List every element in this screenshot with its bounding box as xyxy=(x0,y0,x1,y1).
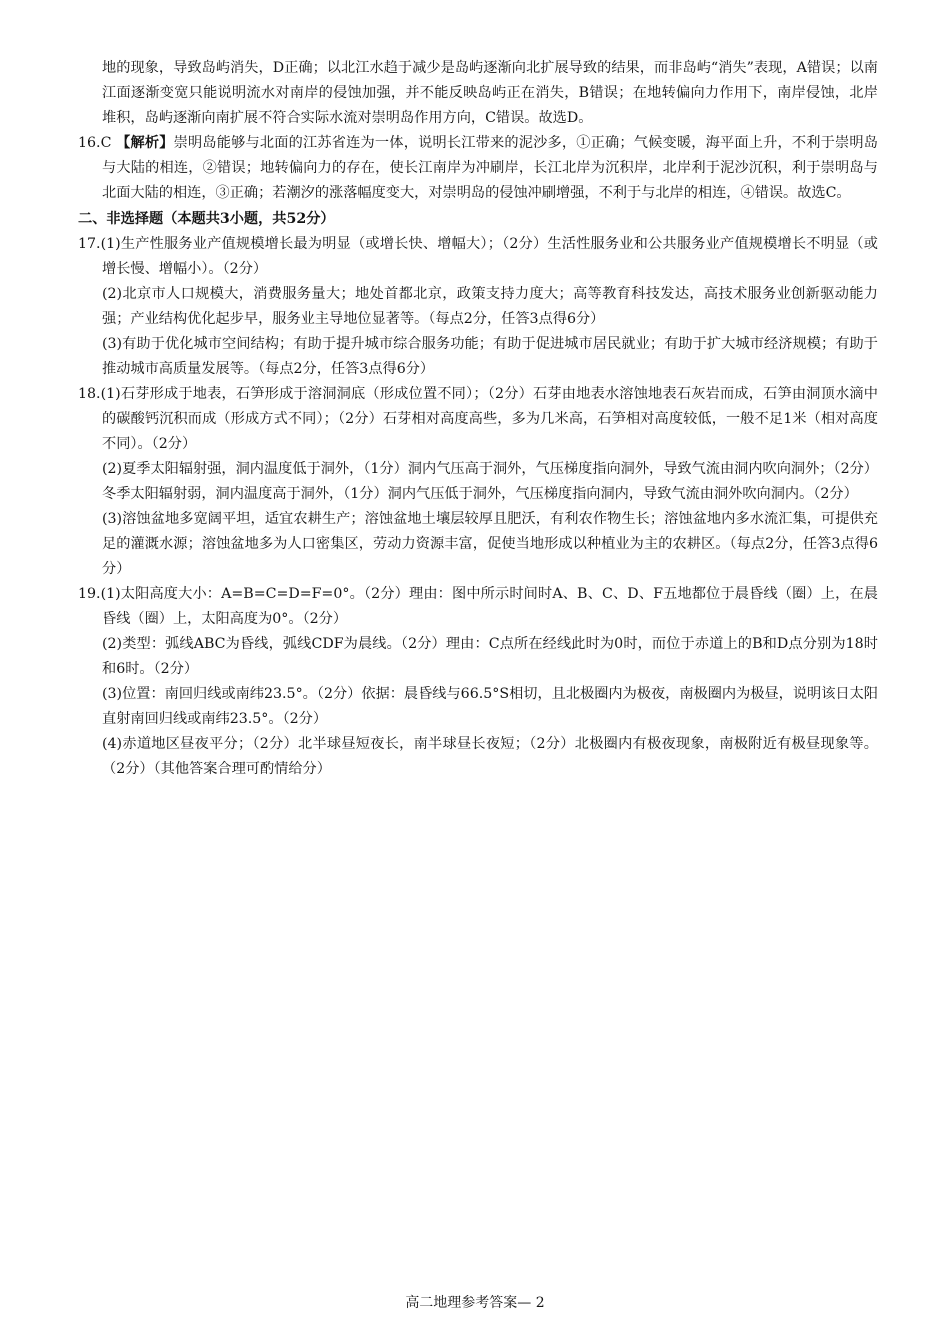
q17-part1: 17.(1)生产性服务业产值规模增长最为明显（或增长快、增幅大）；（2分）生活性服务业和公共服务业产值规模增长不明显（或增长慢、增幅小）。（2分） xyxy=(78,236,878,277)
q17-part3: (3)有助于优化城市空间结构；有助于提升城市综合服务功能；有助于促进城市居民就业；有助于扩大城市经济规模；有助于推动城市高质量发展等。（每点2分，任答3点得6分） xyxy=(102,336,878,377)
q16-text: 崇明岛能够与北面的江苏省连为一体，说明长江带来的泥沙多，①正确；气候变暖，海平面上升，不利于崇明岛与大陆的相连，②错误；地转偏向力的存在，使长江南岸为冲刷岸，长江北岸为沉积岸，北岸利于泥沙沉积，利于崇明岛与北面大陆的相连，③正确；若潮汐的涨落幅度变大，对崇明岛的侵蚀冲刷增强，不利于与北岸的相连，④错误。故选C。 xyxy=(102,135,878,201)
answer-content xyxy=(78,56,878,782)
q16-answer xyxy=(78,131,878,206)
q15-continuation: 地的现象，导致岛屿消失，D正确；以北江水趋于减少是岛屿逐渐向北扩展导致的结果，而非岛屿“消失”表现，A错误；以南江面逐渐变宽只能说明流水对南岸的侵蚀加强，并不能反映岛屿正在消失，B错误；在地转偏向力作用下，南岸侵蚀，北岸堆积，岛屿逐渐向南扩展不符合实际水流对崇明岛作用方向，C错误。故选D。 xyxy=(102,60,878,126)
q18-part1: 18.(1)石芽形成于地表，石笋形成于溶洞洞底（形成位置不同）；（2分）石芽由地表水溶蚀地表石灰岩而成，石笋由洞顶水滴中的碳酸钙沉积而成（形成方式不同）；（2分）石芽相对高度高些，多为几米高，石笋相对高度较低，一般不足1米（相对高度不同）。（2分） xyxy=(78,386,878,452)
q19-part4: (4)赤道地区昼夜平分；（2分）北半球昼短夜长，南半球昼长夜短；（2分）北极圈内有极夜现象，南极附近有极昼现象等。（2分）（其他答案合理可酌情给分） xyxy=(102,736,878,777)
page-footer: 高二地理参考答案— 2 xyxy=(405,1295,545,1311)
q18-part2: (2)夏季太阳辐射强，洞内温度低于洞外，（1分）洞内气压高于洞外，气压梯度指向洞外，导致气流由洞内吹向洞外；（2分）冬季太阳辐射弱，洞内温度高于洞外，（1分）洞内气压低于洞外，气压梯度指向洞内，导致气流由洞外吹向洞内。（2分） xyxy=(102,461,878,502)
q19-part1: 19.(1)太阳高度大小：A=B=C=D=F=0°。（2分）理由：图中所示时间时A、B、C、D、F五地都位于晨昏线（圈）上，在晨昏线（圈）上，太阳高度为0°。（2分） xyxy=(78,586,878,627)
q17-part2: (2)北京市人口规模大，消费服务量大；地处首都北京，政策支持力度大；高等教育科技发达，高技术服务业创新驱动能力强；产业结构优化起步早，服务业主导地位显著等。（每点2分，任答3点得6分） xyxy=(102,286,878,327)
section-2-title: 二、非选择题（本题共3小题，共52分） xyxy=(78,211,335,227)
q16-head: 16.C xyxy=(78,135,117,151)
q18-part3: (3)溶蚀盆地多宽阔平坦，适宜农耕生产；溶蚀盆地土壤层较厚且肥沃，有利农作物生长；溶蚀盆地内多水流汇集，可提供充足的灌溉水源；溶蚀盆地多为人口密集区，劳动力资源丰富，促使当地形成以种植业为主的农耕区。（每点2分，任答3点得6分） xyxy=(102,511,878,577)
q16-analysis-tag: 【解析】 xyxy=(116,135,174,151)
q19-part2: (2)类型：弧线ABC为昏线，弧线CDF为晨线。（2分）理由：C点所在经线此时为0时，而位于赤道上的B和D点分别为18时和6时。（2分） xyxy=(102,636,878,677)
q19-part3: (3)位置：南回归线或南纬23.5°。（2分）依据：晨昏线与66.5°S相切，且北极圈内为极夜，南极圈内为极昼，说明该日太阳直射南回归线或南纬23.5°。（2分） xyxy=(102,686,878,727)
